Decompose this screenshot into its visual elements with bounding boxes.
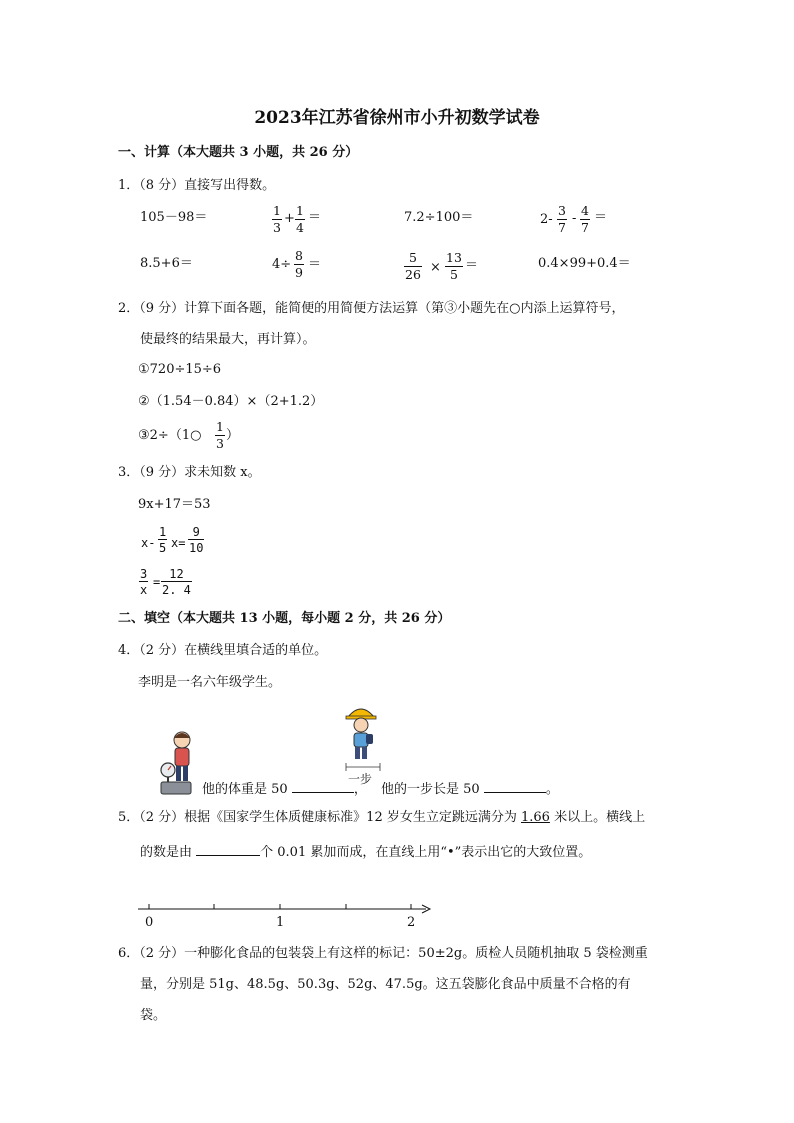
fraction: $\frac{8}{9}$ [295,248,303,280]
q1-item-1: 105－98＝ [140,210,208,225]
axis-label-1: 1 [276,915,285,930]
fraction: $\frac{1}{4}$ [296,203,304,235]
q2-item-2: ②（1.54－0.84）×（2+1.2） [138,394,324,409]
fraction: $\frac{1}{3}$ [216,419,224,451]
fraction: $\frac{3}{x}$ [140,567,148,597]
highlighted-value: 1.66 [520,810,550,825]
q4-weight-text: 他的体重是 50 ， [202,782,367,797]
q4-heading: 4．（2 分）在横线里填合适的单位。 [118,643,328,658]
section-2-heading: 二、填空（本大题共 13 小题，每小题 2 分，共 26 分） [118,611,451,626]
q6-line-3: 袋。 [140,1008,167,1023]
walking-kid-illustration [342,703,380,763]
exam-title: 2023年江苏省徐州市小升初数学试卷 [254,108,540,128]
answer-blank[interactable] [292,780,354,793]
q1-heading: 1．（8 分）直接写出得数。 [118,178,276,193]
fraction: $\frac{4}{7}$ [581,203,589,235]
answer-blank[interactable] [484,780,546,793]
fraction: $\frac{1}{5}$ [159,525,167,555]
q4-subtext: 李明是一名六年级学生。 [138,675,282,690]
q6-line-1: 6．（2 分）一种膨化食品的包装袋上有这样的标记：50±2g。质检人员随机抽取 5 袋检测重 [118,946,648,961]
q5-line-2: 的数是由 个 0.01 累加而成，在直线上用“•”表示出它的大致位置。 [140,845,592,860]
q6-line-2: 量，分别是 51g、48.5g、50.3g、52g、47.5g。这五袋膨化食品中质量不合格的有 [140,977,631,992]
answer-blank[interactable] [196,843,260,856]
q5-line-1: 5．（2 分）根据《国家学生体质健康标准》12 岁女生立定跳远满分为 1.66 米以上。横线上 [118,810,646,825]
q1-item-3: 7.2÷100＝ [404,210,474,225]
axis-label-0: 0 [145,915,154,930]
q3-equation-1: 9x+17＝53 [138,497,211,512]
q4-step-text: 他的一步长是 50 。 [381,782,559,797]
fraction: $\frac{12}{2. 4}$ [162,567,191,597]
q1-item-8: 0.4×99+0.4＝ [538,256,631,271]
section-1-heading: 一、计算（本大题共 3 小题，共 26 分） [118,145,359,160]
number-line[interactable] [138,900,433,930]
fraction: $\frac{13}{5}$ [446,250,462,282]
boy-on-scale-illustration [158,728,198,798]
step-arrow [346,763,380,771]
fraction: $\frac{3}{7}$ [558,203,566,235]
q1-item-5: 8.5+6＝ [140,256,193,271]
fraction: $\frac{5}{26}$ [405,250,421,282]
q2-item-1: ①720÷15÷6 [138,362,222,377]
fraction: $\frac{1}{3}$ [273,203,281,235]
axis-label-2: 2 [407,915,416,930]
step-label: 一步 [348,772,373,786]
fraction: $\frac{9}{10}$ [189,525,204,555]
q3-heading: 3．（9 分）求未知数 x。 [118,465,261,480]
q2-line-2: 使最终的结果最大，再计算）。 [140,332,316,347]
q2-line-1: 2．（9 分）计算下面各题，能简便的用简便方法运算（第③小题先在○内添上运算符号， [118,301,625,316]
